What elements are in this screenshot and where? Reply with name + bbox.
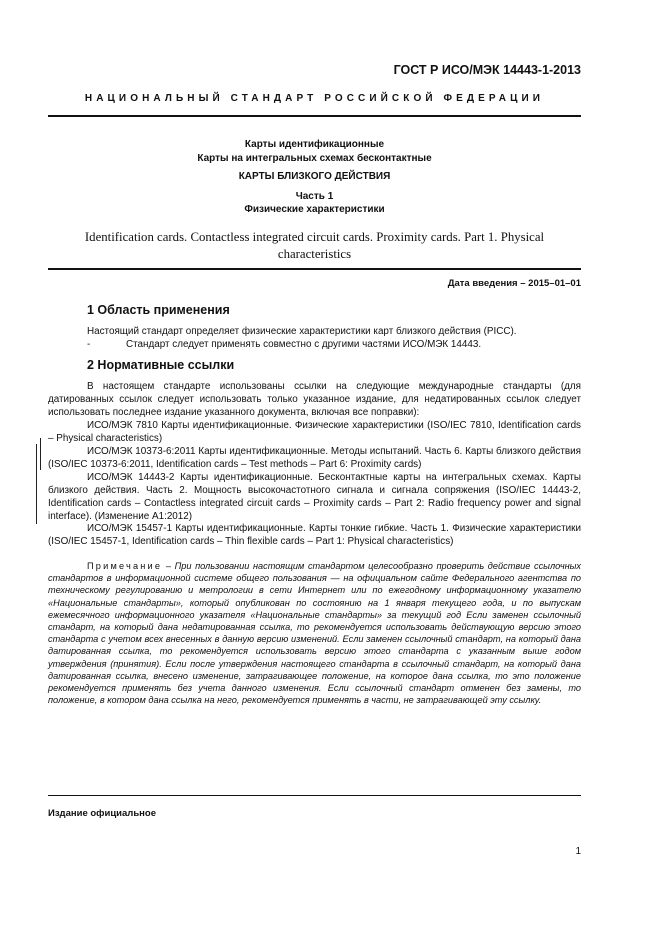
part-number: Часть 1 xyxy=(295,191,334,202)
document-id: ГОСТ Р ИСО/МЭК 14443-1-2013 xyxy=(393,63,581,77)
section-2-intro: В настоящем стандарте использованы ссылки на следующие международные стандарты (для датированных ссылок следует использовать только указанное издание, для недатированных ссылок следует использовать последнее издание указанного документа, включая все поправки): xyxy=(48,381,581,418)
header-divider xyxy=(48,115,581,117)
section-1-bullet xyxy=(48,338,581,351)
bullet-mark: - xyxy=(87,339,91,350)
reference-iso-7810: ИСО/МЭК 7810 Карты идентификационные. Физические характеристики (ISO/IEC 7810, Identification cards – Physical characteristics) xyxy=(48,420,581,444)
title-line-2: Карты на интегральных схемах бесконтактные xyxy=(197,153,432,164)
section-1-heading: 1 Область применения xyxy=(87,303,230,317)
introduction-date: Дата введения – 2015–01–01 xyxy=(447,278,581,289)
title-line-1: Карты идентификационные xyxy=(244,139,385,150)
official-edition-label: Издание официальное xyxy=(48,808,156,819)
section-1-paragraph: Настоящий стандарт определяет физические характеристики карт близкого действия (PICC). xyxy=(87,326,517,337)
part-title: Физические характеристики xyxy=(244,204,385,215)
title-line-3: КАРТЫ БЛИЗКОГО ДЕЙСТВИЯ xyxy=(238,171,391,182)
english-title: Identification cards. Contactless integrated circuit cards. Proximity cards. Part 1. Physical characteristics xyxy=(84,230,545,261)
reference-iso-14443-2: ИСО/МЭК 14443-2 Карты идентификационные. Бесконтактные карты на интегральных схемах. Карты близкого действия. Часть 2. Мощность высокочастотного сигнала и сигнала сопряжения (ISO/IEC 14443-2, Identification cards – Contactless integrated circuit cards – Proximity cards – Part 2: Radio frequency power and signal interface). (Изменение A1:2012) xyxy=(48,472,581,522)
note-label: Примечание xyxy=(87,561,163,571)
note-text: – При пользовании настоящим стандартом целесообразно проверить действие ссылочных стандартов в информационной системе общего пользования — на официальном сайте Федерального агентства по техническому регулированию и метрологии в сети Интернет или по ежегодному информационному указателю «Национальные стандарты», который опубликован по состоянию на 1 января текущего года, и по выпускам ежемесячного информационного указателя «Национальные стандарты» за текущий год Если заменен ссылочный стандарт, на который дана недатированная ссылка, то рекомендуется использовать действующую версию этого стандарта с учетом всех внесенных в данную версию изменений. Если заменен ссылочный стандарт, на который дана датированная ссылка, то рекомендуется использовать версию этого стандарта с указанным выше годом утверждения (принятия). Если после утверждения настоящего стандарта в ссылочный стандарт, на который дана датированная ссылка, внесено изменение, затрагивающее положение, на которое дана ссылка, то это положение рекомендуется применять без учета данного изменения. Если ссылочный стандарт отменен без замены, то положение, в котором дана ссылка на него, рекомендуется применять в части, не затрагивающей эту ссылку. xyxy=(48,561,581,706)
page-number: 1 xyxy=(575,846,581,857)
footer-divider xyxy=(48,795,581,796)
national-standard-banner: НАЦИОНАЛЬНЫЙ СТАНДАРТ РОССИЙСКОЙ ФЕДЕРАЦИИ xyxy=(84,93,545,104)
reference-iso-10373-6: ИСО/МЭК 10373-6:2011 Карты идентификационные. Методы испытаний. Часть 6. Карты близкого действия (ISO/IEC 10373-6:2011, Identification cards – Test methods – Part 6: Proximity cards) xyxy=(48,446,581,470)
note-block xyxy=(48,560,581,706)
bullet-text: Стандарт следует применять совместно с другими частями ИСО/МЭК 14443. xyxy=(126,339,482,350)
section-2-heading: 2 Нормативные ссылки xyxy=(87,358,235,372)
reference-iso-15457-1: ИСО/МЭК 15457-1 Карты идентификационные. Карты тонкие гибкие. Часть 1. Физические характеристики (ISO/IEC 15457-1, Identification cards – Thin flexible cards – Part 1: Physical characteristics) xyxy=(48,523,581,547)
change-bar xyxy=(40,438,41,470)
change-bar xyxy=(36,444,37,524)
title-divider xyxy=(48,268,581,270)
